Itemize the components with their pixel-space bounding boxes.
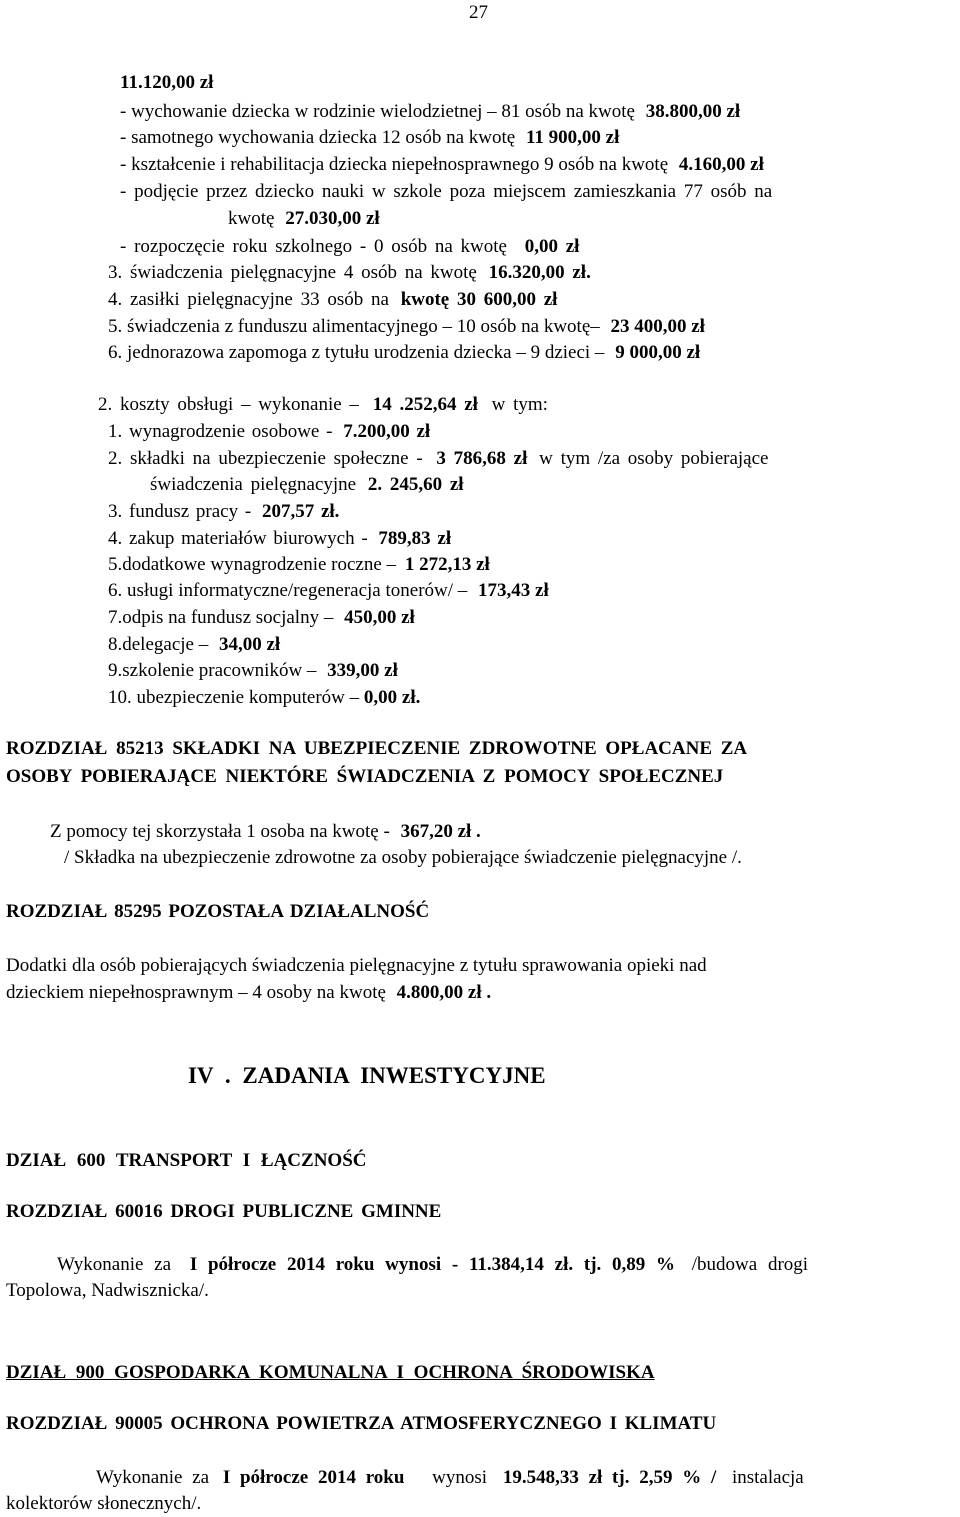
paragraph: kolektorów słonecznych/. [6, 1493, 202, 1514]
paragraph-text: /budowa drogi [691, 1254, 809, 1275]
list-item [108, 448, 768, 470]
division-heading-600: DZIAŁ 600 TRANSPORT I ŁĄCZNOŚĆ [6, 1150, 367, 1171]
item-amount: 16.320,00 zł. [488, 262, 591, 283]
list-item [108, 660, 398, 682]
paragraph [6, 982, 491, 1004]
section-heading-85213: ROZDZIAŁ 85213 SKŁADKI NA UBEZPIECZENIE ZDROWOTNE OPŁACANE ZA [6, 738, 748, 759]
item-text: w tym: [491, 394, 548, 415]
item-amount: 0,00 zł. [363, 687, 421, 708]
paragraph [50, 821, 481, 843]
section-heading-85295: ROZDZIAŁ 85295 POZOSTAŁA DZIAŁALNOŚĆ [6, 901, 430, 922]
item-text: świadczenia pielęgnacyjne [150, 474, 357, 495]
item-amount: 789,83 zł [378, 528, 452, 549]
item-amount: kwotę 30 600,00 zł [400, 289, 558, 310]
list-item [108, 289, 557, 311]
paragraph-text: wynosi [432, 1467, 488, 1488]
item-text: 4. zasiłki pielęgnacyjne 33 osób na [108, 289, 389, 310]
item-text: 2. składki na ubezpieczenie społeczne - [108, 448, 423, 469]
item-amount: 173,43 zł [478, 580, 549, 601]
item-amount: 1 272,13 zł [404, 554, 490, 575]
page-number: 27 [469, 2, 488, 23]
item-amount: 207,57 zł. [261, 501, 340, 522]
paragraph-text: Wykonanie za [57, 1254, 172, 1275]
item-amount: 14 .252,64 zł [372, 394, 478, 415]
paragraph: Topolowa, Nadwisznicka/. [6, 1280, 209, 1301]
list-item [108, 634, 280, 656]
paragraph: / Składka na ubezpieczenie zdrowotne za osoby pobierające świadczenie pielęgnacyjne /. [64, 847, 742, 868]
list-item-continued [150, 474, 464, 496]
part-heading: IV . ZADANIA INWESTYCYJNE [188, 1063, 546, 1088]
list-item [108, 316, 705, 338]
item-text: 3. świadczenia pielęgnacyjne 4 osób na kwotę [108, 262, 477, 283]
paragraph-amount: 367,20 zł . [400, 821, 481, 842]
paragraph [96, 1467, 804, 1489]
section-heading-90005: ROZDZIAŁ 90005 OCHRONA POWIETRZA ATMOSFERYCZNEGO I KLIMATU [6, 1413, 717, 1434]
item-text: 2. koszty obsługi – wykonanie – [98, 394, 359, 415]
item-text: 10. ubezpieczenie komputerów – [108, 687, 360, 708]
item-text: 3. fundusz pracy - [108, 501, 252, 522]
list-item [120, 181, 772, 203]
item-text: 5.dodatkowe wynagrodzenie roczne – [108, 554, 397, 575]
item-text: - podjęcie przez dziecko nauki w szkole poza miejscem zamieszkania 77 osób na [120, 181, 773, 202]
item-amount: 27.030,00 zł [285, 208, 380, 229]
paragraph-amount: I półrocze 2014 roku [222, 1467, 405, 1488]
list-item [120, 154, 764, 176]
item-text: 1. wynagrodzenie osobowe - [108, 421, 333, 442]
list-item [108, 262, 591, 284]
item-text: 5. świadczenia z funduszu alimentacyjnego – 10 osób na kwotę– [108, 316, 600, 337]
paragraph-text: Wykonanie za [96, 1467, 210, 1488]
list-item [108, 528, 451, 550]
paragraph [57, 1254, 808, 1276]
list-item [120, 236, 579, 258]
item-text: 9.szkolenie pracowników – [108, 660, 317, 681]
item-text: - wychowanie dziecka w rodzinie wielodzietnej – 81 osób na kwotę [120, 101, 635, 122]
list-item [108, 554, 490, 576]
division-heading-900: DZIAŁ 900 GOSPODARKA KOMUNALNA I OCHRONA ŚRODOWISKA [6, 1362, 655, 1383]
item-text: - kształcenie i rehabilitacja dziecka niepełnosprawnego 9 osób na kwotę [120, 154, 669, 175]
list-item-continued [228, 208, 380, 230]
list-item [108, 501, 339, 523]
item-amount: 450,00 zł [344, 607, 415, 628]
item-amount: 9 000,00 zł [615, 342, 701, 363]
item-amount: 4.160,00 zł [678, 154, 764, 175]
list-item [98, 394, 548, 416]
item-amount: 2. 245,60 zł [367, 474, 464, 495]
amount-text: 11.120,00 zł [120, 72, 214, 93]
item-amount: 34,00 zł [218, 634, 281, 655]
item-amount: 3 786,68 zł [436, 448, 528, 469]
list-item [120, 101, 740, 123]
paragraph: Dodatki dla osób pobierających świadczenia pielęgnacyjne z tytułu sprawowania opieki nad [6, 955, 707, 976]
item-text: 4. zakup materiałów biurowych - [108, 528, 368, 549]
section-heading-85213-cont: OSOBY POBIERAJĄCE NIEKTÓRE ŚWIADCZENIA Z POMOCY SPOŁECZNEJ [6, 766, 724, 787]
item-amount: 339,00 zł [327, 660, 398, 681]
item-text: - rozpoczęcie roku szkolnego - 0 osób na kwotę [120, 236, 507, 257]
item-amount: 38.800,00 zł [645, 101, 741, 122]
list-item [108, 342, 700, 364]
item-text: - samotnego wychowania dziecka 12 osób na kwotę [120, 127, 516, 148]
item-text: 6. usługi informatyczne/regeneracja tonerów/ – [108, 580, 468, 601]
item-text: 6. jednorazowa zapomoga z tytułu urodzenia dziecka – 9 dzieci – [108, 342, 605, 363]
list-item [108, 421, 430, 443]
paragraph-text: instalacja [731, 1467, 804, 1488]
item-text: kwotę [228, 208, 275, 229]
item-amount: 7.200,00 zł [343, 421, 431, 442]
item-amount: 0,00 zł [524, 236, 580, 257]
paragraph-amount: I półrocze 2014 roku wynosi - 11.384,14 zł. tj. 0,89 % [189, 1254, 676, 1275]
item-amount: 23 400,00 zł [610, 316, 705, 337]
list-item [120, 127, 619, 149]
paragraph-text: Z pomocy tej skorzystała 1 osoba na kwotę - [50, 821, 390, 842]
paragraph-amount: 4.800,00 zł . [396, 982, 492, 1003]
paragraph-text: dzieckiem niepełnosprawnym – 4 osoby na kwotę [6, 982, 386, 1003]
list-item [108, 580, 549, 602]
paragraph-amount: 19.548,33 zł tj. 2,59 % / [502, 1467, 717, 1488]
item-text: 7.odpis na fundusz socjalny – [108, 607, 334, 628]
item-text: w tym /za osoby pobierające [539, 448, 769, 469]
list-item [108, 687, 420, 709]
item-text: 8.delegacje – [108, 634, 209, 655]
list-item [108, 607, 415, 629]
section-heading-60016: ROZDZIAŁ 60016 DROGI PUBLICZNE GMINNE [6, 1201, 442, 1222]
item-amount: 11 900,00 zł [525, 127, 620, 148]
